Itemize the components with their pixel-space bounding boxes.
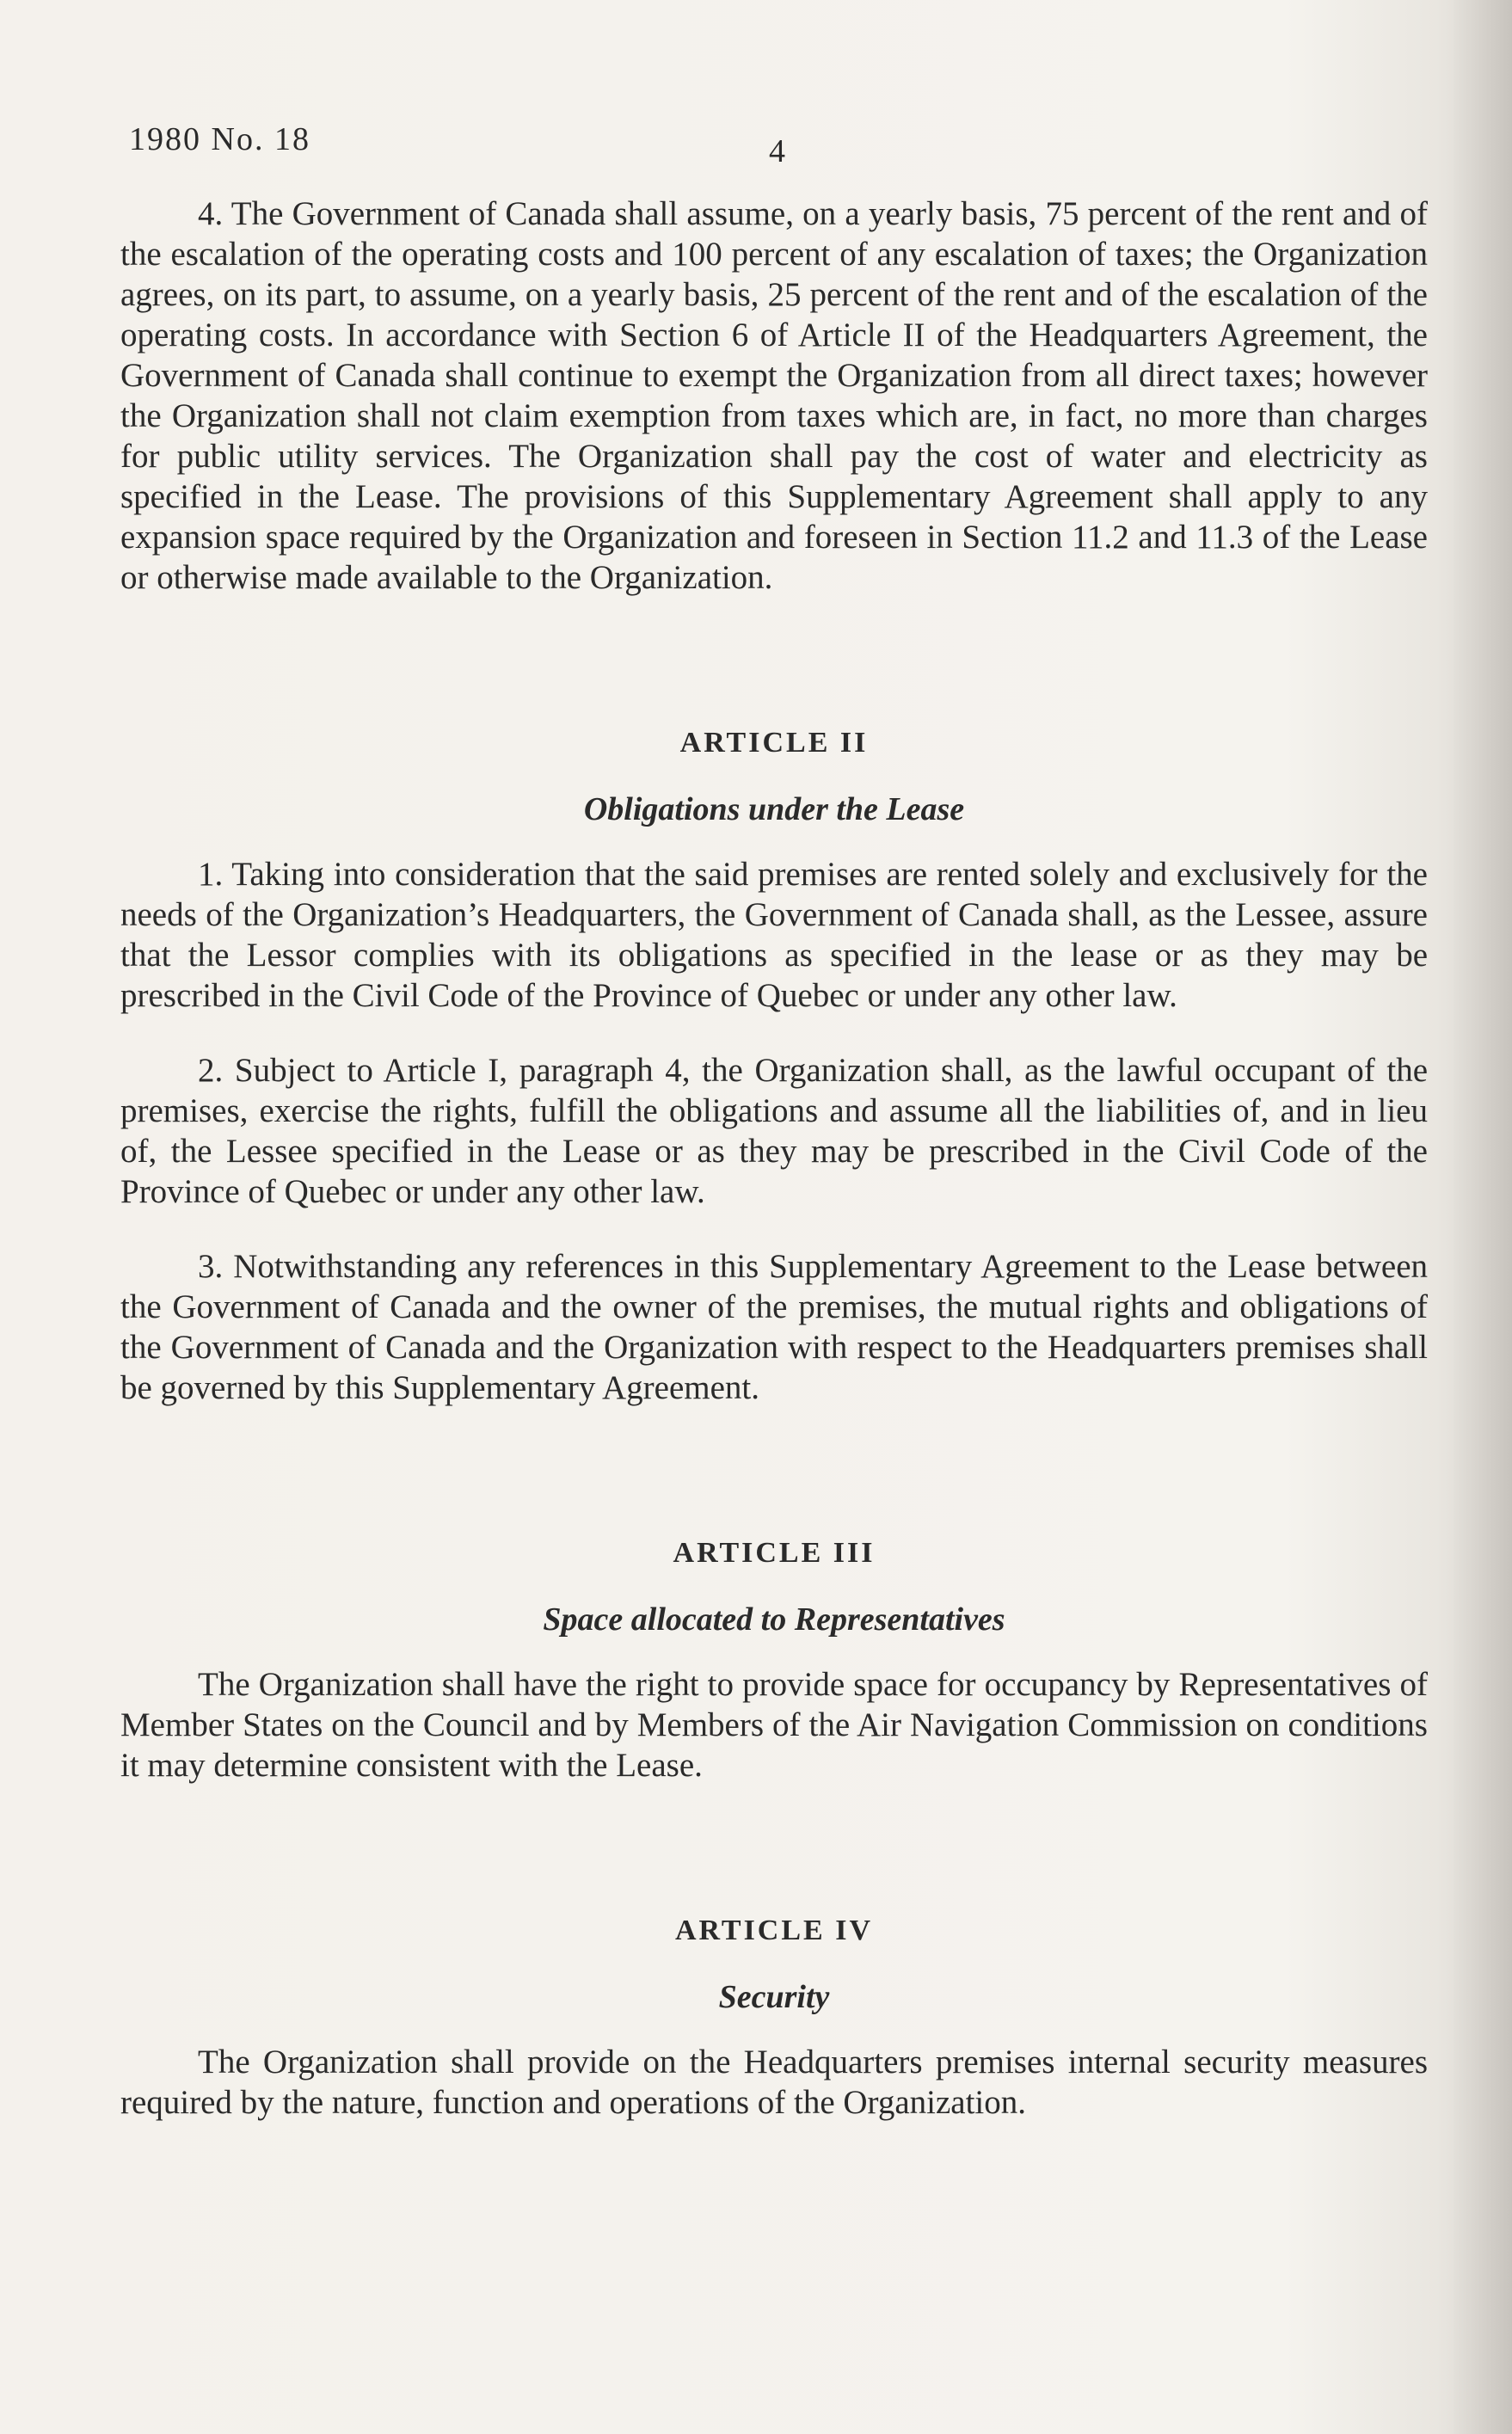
treaty-reference: 1980 No. 18: [129, 121, 310, 157]
paragraph-article2-3: 3. Notwithstanding any references in this Supplementary Agreement to the Lease between the Government of Canada and the owner of the premises, the mutual rights and obligations of the Government of Canada and the Organization with respect to the Headquarters premises shall be governed by this Supplementary Agreement.: [120, 1248, 1428, 1406]
document-body: [120, 194, 1428, 2123]
article-4-subheading: Security: [718, 1979, 830, 2015]
article-4-heading: ARTICLE IV: [674, 1915, 873, 1946]
paragraph-article1-4: 4. The Government of Canada shall assume, on a yearly basis, 75 percent of the rent and of the escalation of the operating costs and 100 percent of any escalation of taxes; the Organization agrees, on its part, to assume, on a yearly basis, 25 percent of the rent and of the escalation of the operating costs. In accordance with Section 6 of Article II of the Headquarters Agreement, the Government of Canada shall continue to exempt the Organization from all direct taxes; however the Organization shall not claim exemption from taxes which are, in fact, no more than charges for public utility services. The Organization shall pay the cost of water and electricity as specified in the Lease. The provisions of this Supplementary Agreement shall apply to any expansion space required by the Organization and foreseen in Section 11.2 and 11.3 of the Lease or otherwise made available to the Organization.: [120, 195, 1428, 596]
paragraph-article2-1: 1. Taking into consideration that the said premises are rented solely and exclusively for the needs of the Organization’s Headquarters, the Government of Canada shall, as the Lessee, assure that the Lessor complies with its obligations as specified in the lease or as they may be prescribed in the Civil Code of the Province of Quebec or under any other law.: [120, 856, 1428, 1014]
paragraph-article2-2: 2. Subject to Article I, paragraph 4, the Organization shall, as the lawful occupant of the premises, exercise the rights, fulfill the obligations and assume all the liabilities of, and in lieu of, the Lessee specified in the Lease or as they may be prescribed in the Civil Code of the Province of Quebec or under any other law.: [120, 1052, 1428, 1210]
article-3-heading: ARTICLE III: [673, 1537, 876, 1569]
page-number: 4: [769, 133, 785, 169]
paragraph-article4: The Organization shall provide on the Headquarters premises internal security measures required by the nature, function and operations of the Organization.: [120, 2044, 1428, 2121]
article-2-subheading: Obligations under the Lease: [583, 791, 965, 827]
page-binding-edge: [1454, 0, 1512, 2434]
article-2-heading: ARTICLE II: [679, 727, 869, 759]
article-3-subheading: Space allocated to Representatives: [543, 1601, 1005, 1638]
paragraph-article3: The Organization shall have the right to provide space for occupancy by Representatives of Member States on the Council and by Members of the Air Navigation Commission on conditions it may determine consistent with the Lease.: [120, 1666, 1428, 1784]
page-header: [129, 120, 1419, 172]
